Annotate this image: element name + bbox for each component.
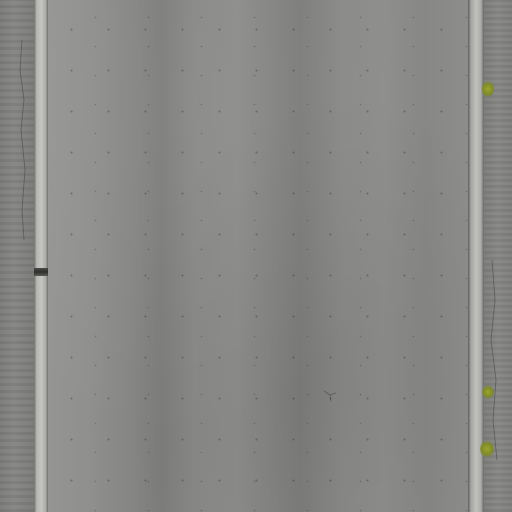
right-curb: [468, 0, 484, 512]
weed-middle: [482, 385, 494, 399]
left-sidewalk-crack: [12, 40, 32, 240]
left-curb: [34, 0, 48, 512]
weed-top: [482, 80, 494, 98]
weed-bottom: [480, 440, 494, 458]
left-curb-joint: [34, 268, 48, 276]
road-speckle: [48, 0, 468, 512]
road-crack: [320, 385, 340, 405]
asphalt-road: [48, 0, 468, 512]
right-sidewalk-crack: [486, 260, 506, 460]
